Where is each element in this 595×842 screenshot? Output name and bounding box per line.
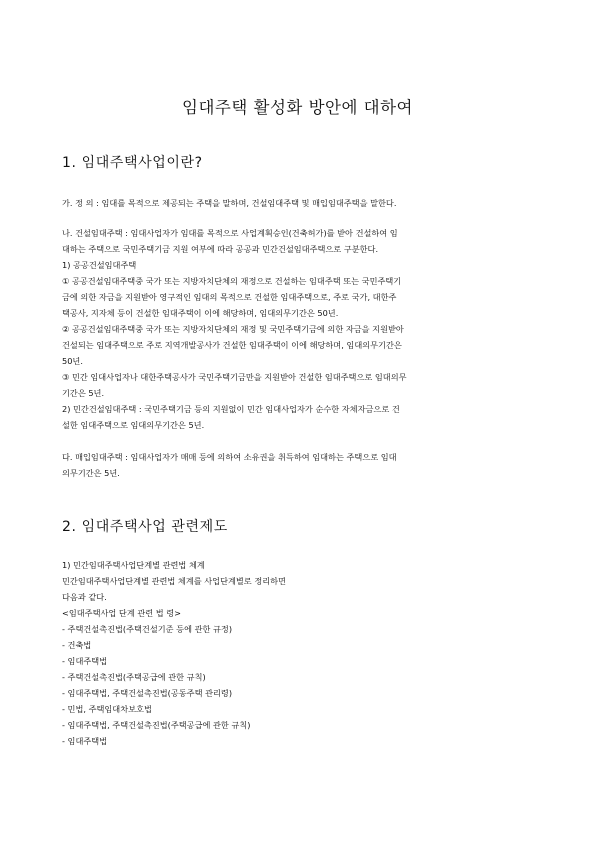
body-line: 건설되는 임대주택으로 주로 지역개발공사가 건설한 임대주택이 이에 해당하며, 임대의무기간은 <box>62 340 402 350</box>
body-line: 기간은 5년. <box>62 388 105 398</box>
body-line: 금에 의한 자금을 지원받아 영구적인 임대의 목적으로 건설한 임대주택으로, 주로 국가, 대한주 <box>62 292 397 302</box>
definition-line: 가. 정 의 : 임대를 목적으로 제공되는 주택을 말하며, 건설임대주택 및 매입임대주택을 말한다. <box>62 198 397 208</box>
body-line: 나. 건설임대주택 : 임대사업자가 임대를 목적으로 사업계획승인(건축허가)를 받아 건설하여 임 <box>62 228 398 238</box>
subheading-line: 1) 공공건설임대주택 <box>62 260 137 270</box>
body-line: ③ 민간 임대사업자나 대한주택공사가 국민주택기금만을 지원받아 건설한 임대주택으로 임대의무 <box>62 372 407 382</box>
section-2-heading: 2. 임대주택사업 관련제도 <box>62 519 228 535</box>
list-item: - 임대주택법 <box>62 656 108 666</box>
body-line: 민간임대주택사업단계별 관련법 체계를 사업단계별로 정리하면 <box>62 576 286 586</box>
list-item: - 민법, 주택임대차보호법 <box>62 704 152 714</box>
body-line: 택공사, 지자체 등이 건설한 임대주택이 이에 해당하며, 임대의무기간은 50년. <box>62 308 339 318</box>
list-item: - 임대주택법 <box>62 736 108 746</box>
list-item: - 임대주택법, 주택건설촉진법(공동주택 관리령) <box>62 688 233 698</box>
list-caption: <임대주택사업 단계 관련 법 령> <box>62 608 182 618</box>
list-item: - 임대주택법, 주택건설촉진법(주택공급에 관한 규칙) <box>62 720 251 730</box>
body-line: 다음과 같다. <box>62 592 107 602</box>
body-line: ① 공공건설임대주택중 국가 또는 지방자치단체의 재정으로 건설하는 임대주택 또는 국민주택기 <box>62 276 402 286</box>
body-line: 다. 매입임대주택 : 임대사업자가 매매 등에 의하여 소유권을 취득하여 임대하는 주택으로 임대 <box>62 452 397 462</box>
body-line: 설한 임대주택으로 임대의무기간은 5년. <box>62 420 205 430</box>
list-item: - 주택건설촉진법(주택건설기준 등에 관한 규정) <box>62 624 233 634</box>
body-line: 대하는 주택으로 국민주택기금 지원 여부에 따라 공공과 민간건설임대주택으로 구분한다. <box>62 244 379 254</box>
list-item: - 주택건설촉진법(주택공급에 관한 규칙) <box>62 672 206 682</box>
body-line: 의무기간은 5년. <box>62 468 120 478</box>
body-line: 2) 민간건설임대주택 : 국민주택기금 등의 지원없이 민간 임대사업자가 순수한 자체자금으로 건 <box>62 404 400 414</box>
body-line: 50년. <box>62 356 83 366</box>
subheading-line: 1) 민간임대주택사업단계별 관련법 체계 <box>62 560 205 570</box>
body-line: ② 공공건설임대주택중 국가 또는 지방자치단체의 재정 및 국민주택기금에 의한 자금을 지원받아 <box>62 324 404 334</box>
document-title: 임대주택 활성화 방안에 대하여 <box>182 98 413 117</box>
section-1-heading: 1. 임대주택사업이란? <box>62 155 203 171</box>
list-item: - 건축법 <box>62 640 92 650</box>
